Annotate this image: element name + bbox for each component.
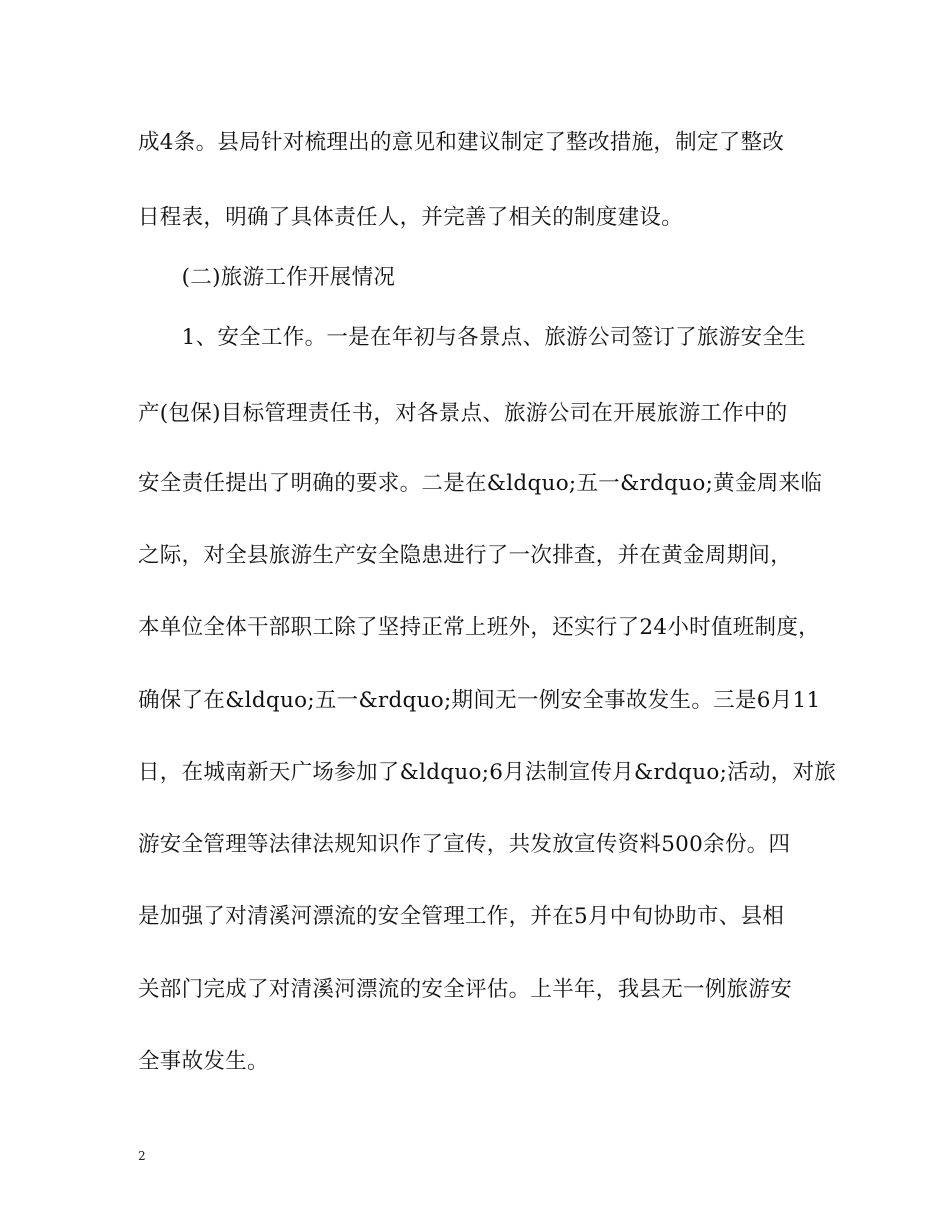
text-line-9: 确保了在&ldquo;五一&rdquo;期间无一例安全事故发生。三是6月11 bbox=[138, 688, 821, 713]
text-line-11: 游安全管理等法律法规知识作了宣传，共发放宣传资料500余份。四 bbox=[138, 832, 791, 857]
text-line-12: 是加强了对清溪河漂流的安全管理工作，并在5月中旬协助市、县相 bbox=[138, 904, 785, 929]
text-line-10: 日，在城南新天广场参加了&ldquo;6月法制宣传月&rdquo;活动，对旅 bbox=[138, 760, 837, 785]
text-line-8: 本单位全体干部职工除了坚持正常上班外，还实行了24小时值班制度， bbox=[138, 615, 820, 640]
text-line-2: 日程表，明确了具体责任人，并完善了相关的制度建设。 bbox=[138, 205, 684, 230]
text-line-1: 成4条。县局针对梳理出的意见和建议制定了整改措施，制定了整改 bbox=[138, 130, 785, 155]
section-heading: (二)旅游工作开展情况 bbox=[138, 265, 396, 290]
text-line-4: 1、安全工作。一是在年初与各景点、旅游公司签订了旅游安全生 bbox=[138, 325, 806, 350]
text-line-5: 产(包保)目标管理责任书，对各景点、旅游公司在开展旅游工作中的 bbox=[138, 401, 788, 426]
text-line-13: 关部门完成了对清溪河漂流的安全评估。上半年，我县无一例旅游安 bbox=[138, 977, 793, 1002]
page-number: 2 bbox=[138, 1149, 146, 1163]
text-line-6: 安全责任提出了明确的要求。二是在&ldquo;五一&rdquo;黄金周来临 bbox=[138, 471, 823, 496]
text-line-7: 之际，对全县旅游生产安全隐患进行了一次排查，并在黄金周期间， bbox=[138, 543, 793, 568]
text-line-14: 全事故发生。 bbox=[138, 1049, 269, 1074]
